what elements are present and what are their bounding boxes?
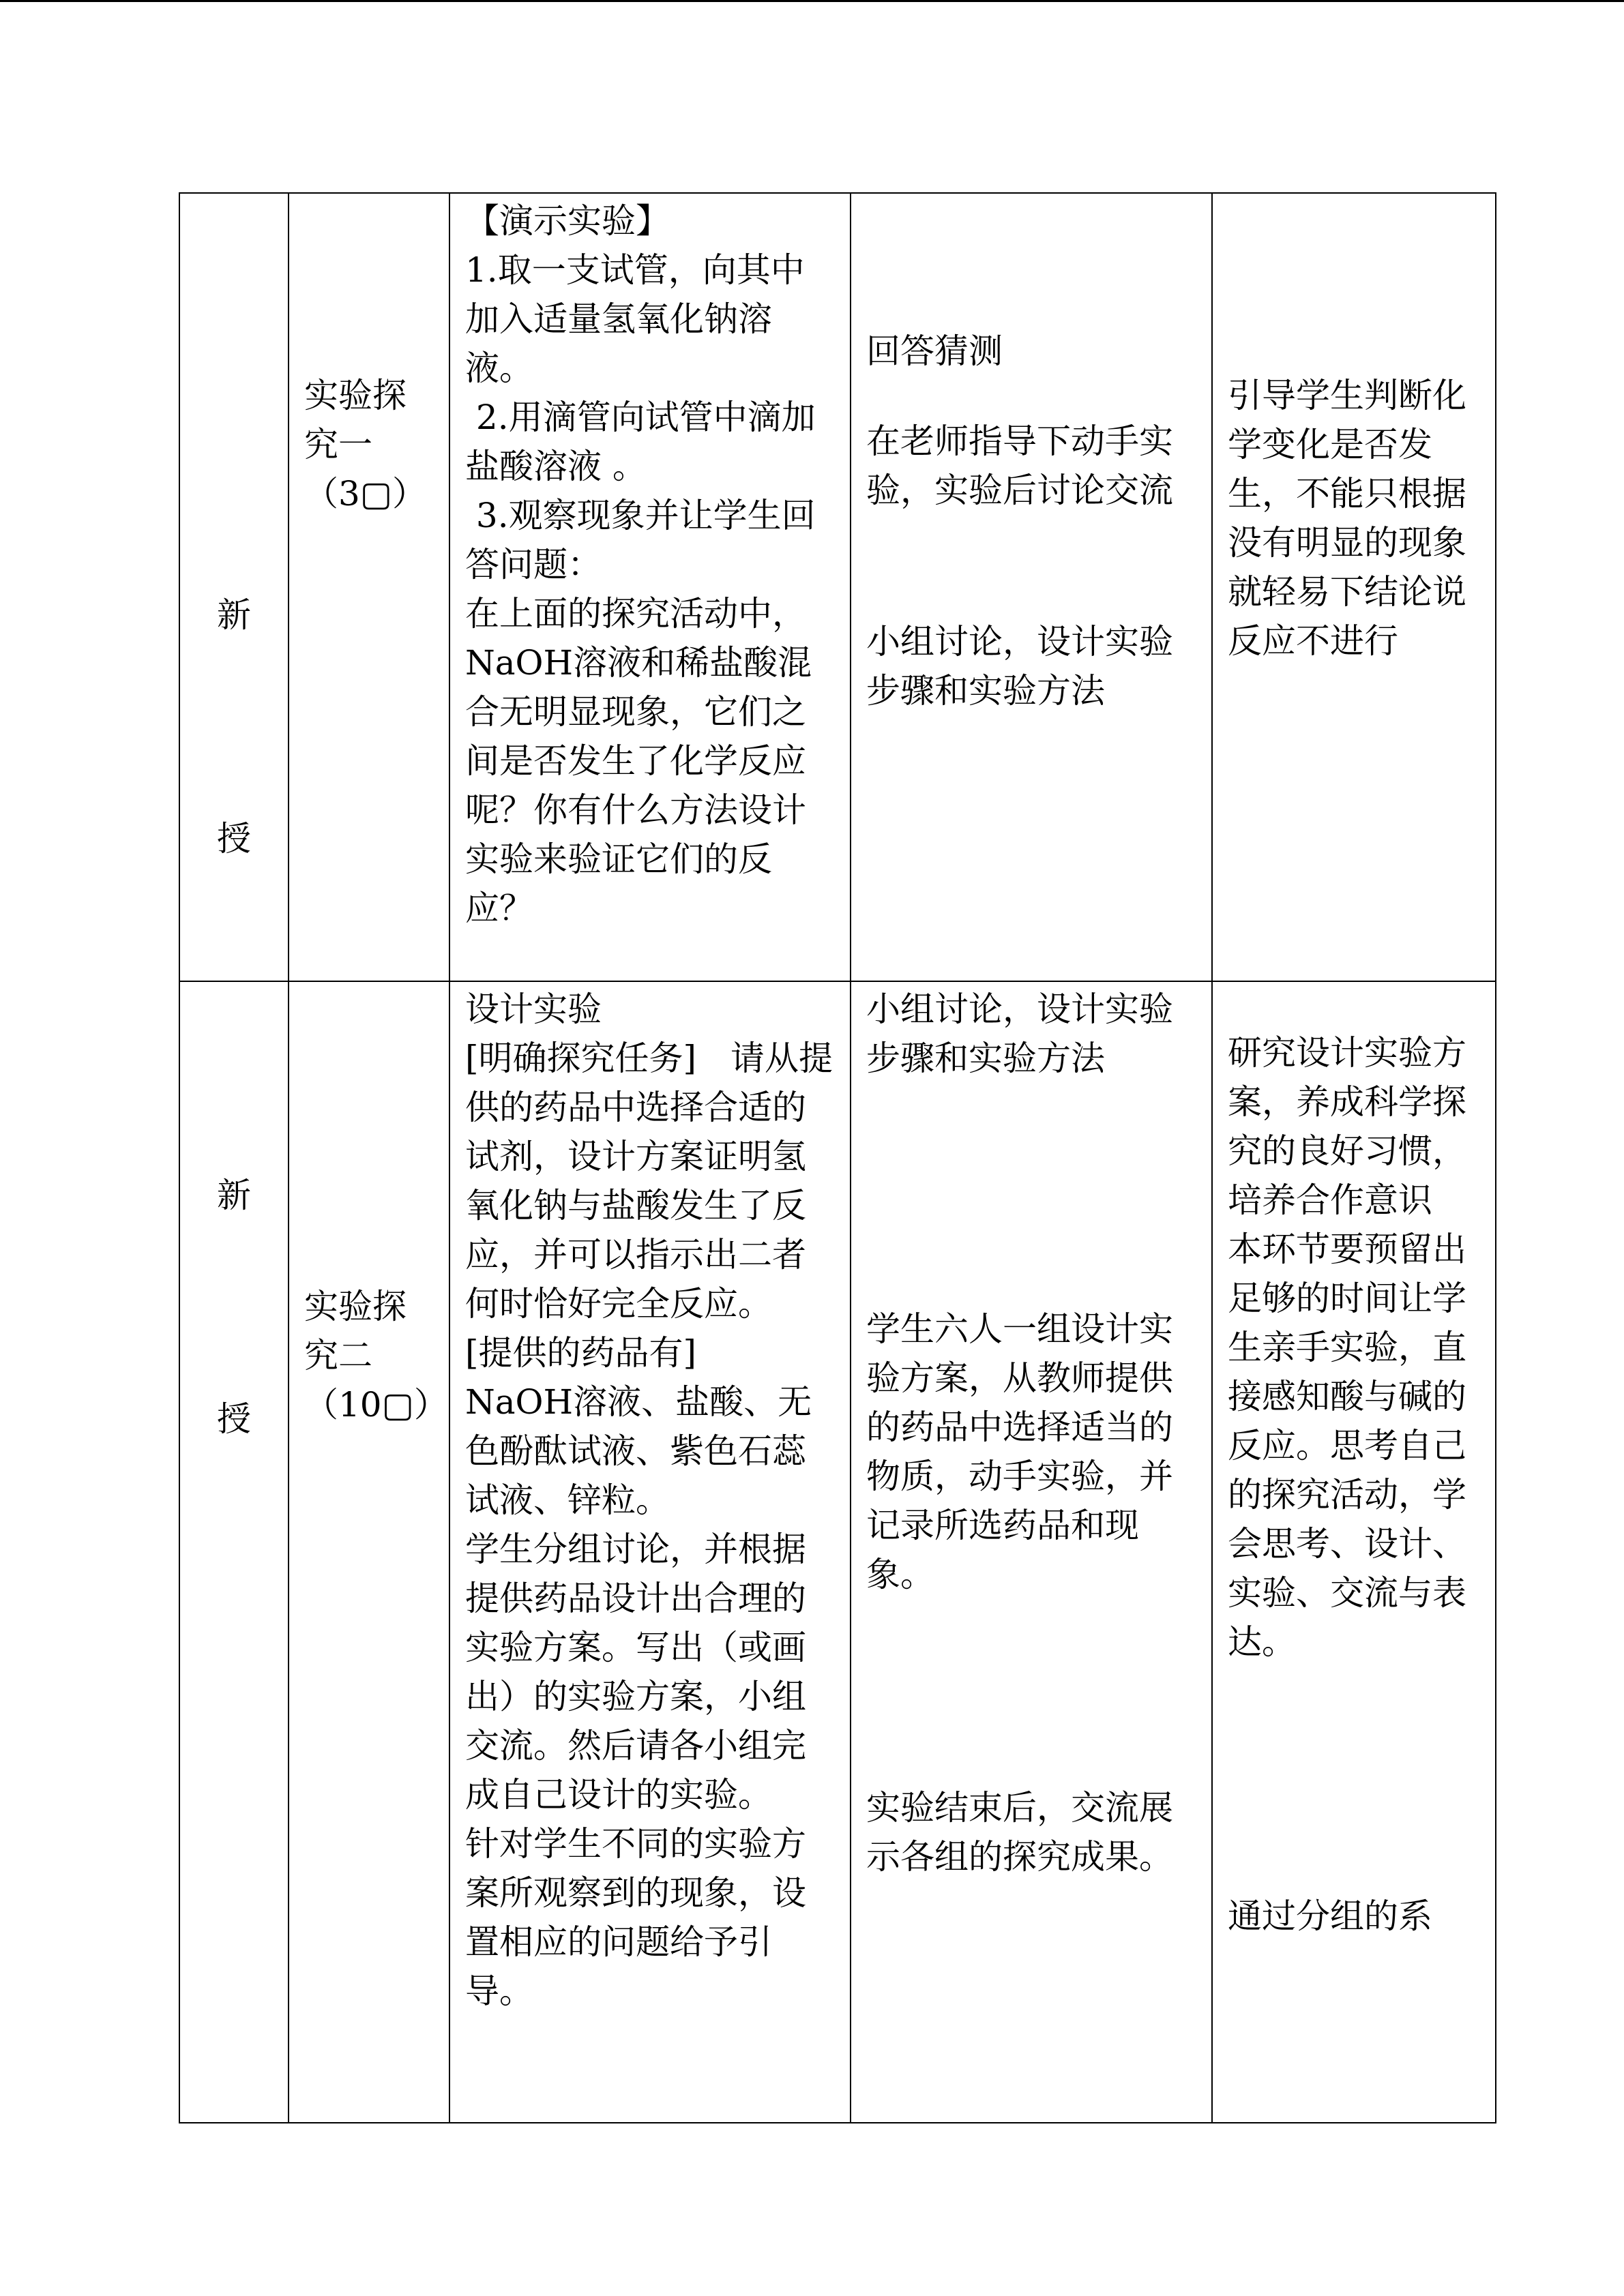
table-row bbox=[179, 981, 1496, 2123]
stage-char: 授 bbox=[217, 819, 251, 859]
teacher-paragraph: 1.取一支试管，向其中加入适量氢氧化钠溶液。 bbox=[465, 250, 805, 388]
student-paragraph: 小组讨论，设计实验步骤和实验方法 bbox=[866, 989, 1173, 1078]
page-top-border bbox=[0, 0, 1624, 2]
student-activity-cell bbox=[851, 981, 1212, 2123]
stage-cell bbox=[179, 193, 289, 981]
student-paragraph: 在老师指导下动手实验，实验后讨论交流 bbox=[866, 421, 1173, 510]
stage-char: 新 bbox=[217, 1176, 251, 1215]
teacher-paragraph: 【演示实验】 bbox=[465, 201, 670, 241]
stage-char: 授 bbox=[217, 1399, 251, 1439]
teacher-paragraph: 设计实验 bbox=[465, 989, 602, 1029]
design-intent-cell bbox=[1212, 193, 1496, 981]
teacher-paragraph: 3.观察现象并让学生回答问题： bbox=[465, 496, 816, 584]
activity-cell bbox=[289, 193, 449, 981]
intent-paragraph: 引导学生判断化学变化是否发生，不能只根据没有明显的现象就轻易下结论说反应不进行 bbox=[1228, 376, 1466, 661]
student-paragraph: 小组讨论，设计实验步骤和实验方法 bbox=[866, 622, 1173, 711]
design-intent-cell bbox=[1212, 981, 1496, 2123]
teacher-paragraph: 在上面的探究活动中，NaOH溶液和稀盐酸混合无明显现象，它们之间是否发生了化学反应呢？你有什么方法设计实验来验证它们的反应？ bbox=[465, 594, 812, 928]
student-paragraph: 学生六人一组设计实验方案，从教师提供的药品中选择适当的物质，动手实验，并记录所选药品和现象。 bbox=[866, 1309, 1173, 1594]
lesson-plan-table bbox=[179, 192, 1496, 2123]
student-activity-cell bbox=[851, 193, 1212, 981]
intent-paragraph: 研究设计实验方案，养成科学探究的良好习惯，培养合作意识 bbox=[1228, 1033, 1466, 1220]
intent-paragraph: 通过分组的系 bbox=[1228, 1896, 1432, 1936]
teacher-activity-cell bbox=[449, 193, 851, 981]
table-row bbox=[179, 193, 1496, 981]
teacher-activity-cell bbox=[449, 981, 851, 2123]
teacher-paragraph: 学生分组讨论，并根据提供药品设计出合理的实验方案。写出（或画出）的实验方案，小组交流。然后请各小组完成自己设计的实验。 bbox=[465, 1530, 806, 1815]
stage-cell bbox=[179, 981, 289, 2123]
activity-name: 实验探究二（10▢） bbox=[304, 1287, 448, 1425]
teacher-paragraph: [提供的药品有] bbox=[465, 1333, 697, 1373]
activity-name: 实验探究一（3▢） bbox=[304, 376, 427, 513]
student-paragraph: 实验结束后，交流展示各组的探究成果。 bbox=[866, 1788, 1173, 1877]
teacher-paragraph: 针对学生不同的实验方案所观察到的现象，设置相应的问题给予引导。 bbox=[465, 1824, 806, 2011]
teacher-paragraph: 2.用滴管向试管中滴加盐酸溶液 。 bbox=[465, 398, 816, 486]
activity-cell bbox=[289, 981, 449, 2123]
intent-paragraph: 本环节要预留出足够的时间让学生亲手实验，直接感知酸与碱的反应。思考自己的探究活动，学会思考、设计、实验、交流与表达。 bbox=[1228, 1229, 1466, 1662]
stage-char: 新 bbox=[217, 595, 251, 635]
teacher-paragraph: [明确探究任务] 请从提供的药品中选择合适的试剂，设计方案证明氢氧化钠与盐酸发生了反应，并可以指示出二者何时恰好完全反应。 bbox=[465, 1039, 833, 1324]
student-paragraph: 回答猜测 bbox=[866, 331, 1003, 371]
teacher-paragraph: NaOH溶液、盐酸、无色酚酞试液、紫色石蕊试液、锌粒。 bbox=[465, 1382, 812, 1520]
